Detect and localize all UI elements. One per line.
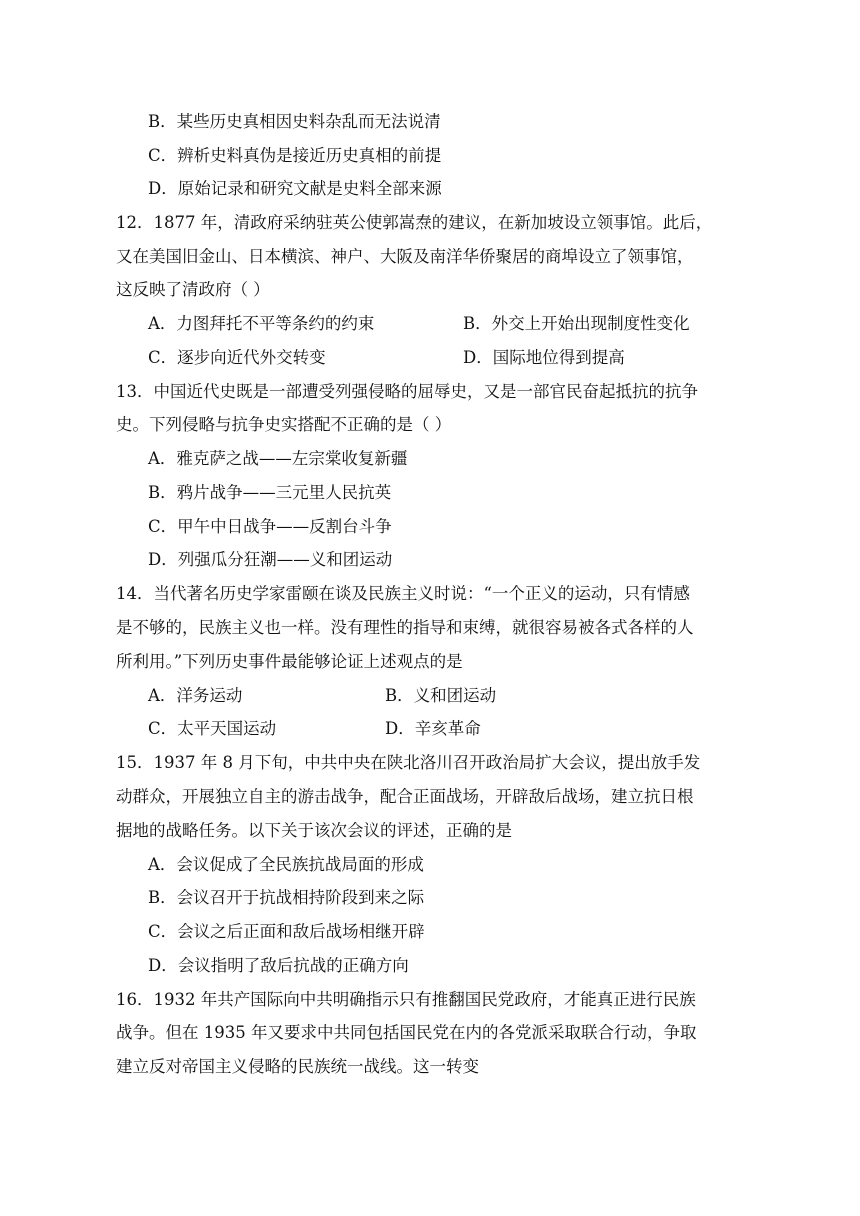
question-14-option-a: A．洋务运动 [148, 686, 243, 705]
question-13-stem-line-1: 13．中国近代史既是一部遭受列强侵略的屈辱史，又是一部官民奋起抵抗的抗争 [116, 382, 698, 401]
question-12-option-c: C．逐步向近代外交转变 [148, 348, 326, 367]
question-14-option-c: C．太平天国运动 [148, 719, 277, 738]
question-14-stem-line-2: 是不够的，民族主义也一样。没有理性的指导和束缚，就很容易被各式各样的人 [116, 618, 694, 637]
question-16-stem-line-2: 战争。但在 1935 年又要求中共同包括国民党在内的各党派采取联合行动，争取 [116, 1023, 697, 1042]
question-12-stem-line-2: 又在美国旧金山、日本横滨、神户、大阪及南洋华侨聚居的商埠设立了领事馆， [116, 247, 694, 266]
option-c: C．辨析史料真伪是接近历史真相的前提 [148, 146, 442, 165]
question-16-stem-line-3: 建立反对帝国主义侵略的民族统一战线。这一转变 [116, 1057, 479, 1076]
question-12-stem-line-1: 12．1877 年，清政府采纳驻英公使郭嵩焘的建议，在新加坡设立领事馆。此后， [116, 213, 713, 232]
question-15-option-a: A．会议促成了全民族抗战局面的形成 [148, 855, 424, 874]
question-13-stem-line-2: 史。下列侵略与抗争史实搭配不正确的是（ ） [116, 415, 452, 434]
question-13-option-a: A．雅克萨之战——左宗棠收复新疆 [148, 449, 408, 468]
question-14-stem-line-1: 14．当代著名历史学家雷颐在谈及民族主义时说：“一个正义的运动，只有情感 [116, 584, 690, 603]
question-12-stem-line-3: 这反映了清政府（ ） [116, 280, 270, 299]
question-15-option-d: D．会议指明了敌后抗战的正确方向 [148, 956, 409, 975]
question-14-option-d: D．辛亥革命 [385, 719, 481, 738]
question-15-option-b: B．会议召开于抗战相持阶段到来之际 [148, 888, 425, 907]
question-13-option-c: C．甲午中日战争——反割台斗争 [148, 517, 392, 536]
question-13-option-d: D．列强瓜分狂潮——义和团运动 [148, 550, 393, 569]
question-15-stem-line-2: 动群众，开展独立自主的游击战争，配合正面战场，开辟敌后战场，建立抗日根 [116, 787, 694, 806]
question-12-option-a: A．力图拜托不平等条约的约束 [148, 314, 375, 333]
question-15-stem-line-3: 据地的战略任务。以下关于该次会议的评述，正确的是 [116, 821, 512, 840]
question-14-stem-line-3: 所利用。”下列历史事件最能够论证上述观点的是 [116, 652, 463, 671]
question-15-option-c: C．会议之后正面和敌后战场相继开辟 [148, 922, 425, 941]
question-16-stem-line-1: 16．1932 年共产国际向中共明确指示只有推翻国民党政府，才能真正进行民族 [116, 990, 696, 1009]
question-13-option-b: B．鸦片战争——三元里人民抗英 [148, 483, 392, 502]
question-15-stem-line-1: 15．1937 年 8 月下旬，中共中央在陕北洛川召开政治局扩大会议，提出放手发 [116, 753, 701, 772]
question-12-option-b: B．外交上开始出现制度性变化 [463, 314, 690, 333]
question-14-option-b: B．义和团运动 [385, 686, 497, 705]
question-12-option-d: D．国际地位得到提高 [463, 348, 625, 367]
option-b: B．某些历史真相因史料杂乱而无法说清 [148, 112, 441, 131]
option-d: D．原始记录和研究文献是史料全部来源 [148, 179, 442, 198]
